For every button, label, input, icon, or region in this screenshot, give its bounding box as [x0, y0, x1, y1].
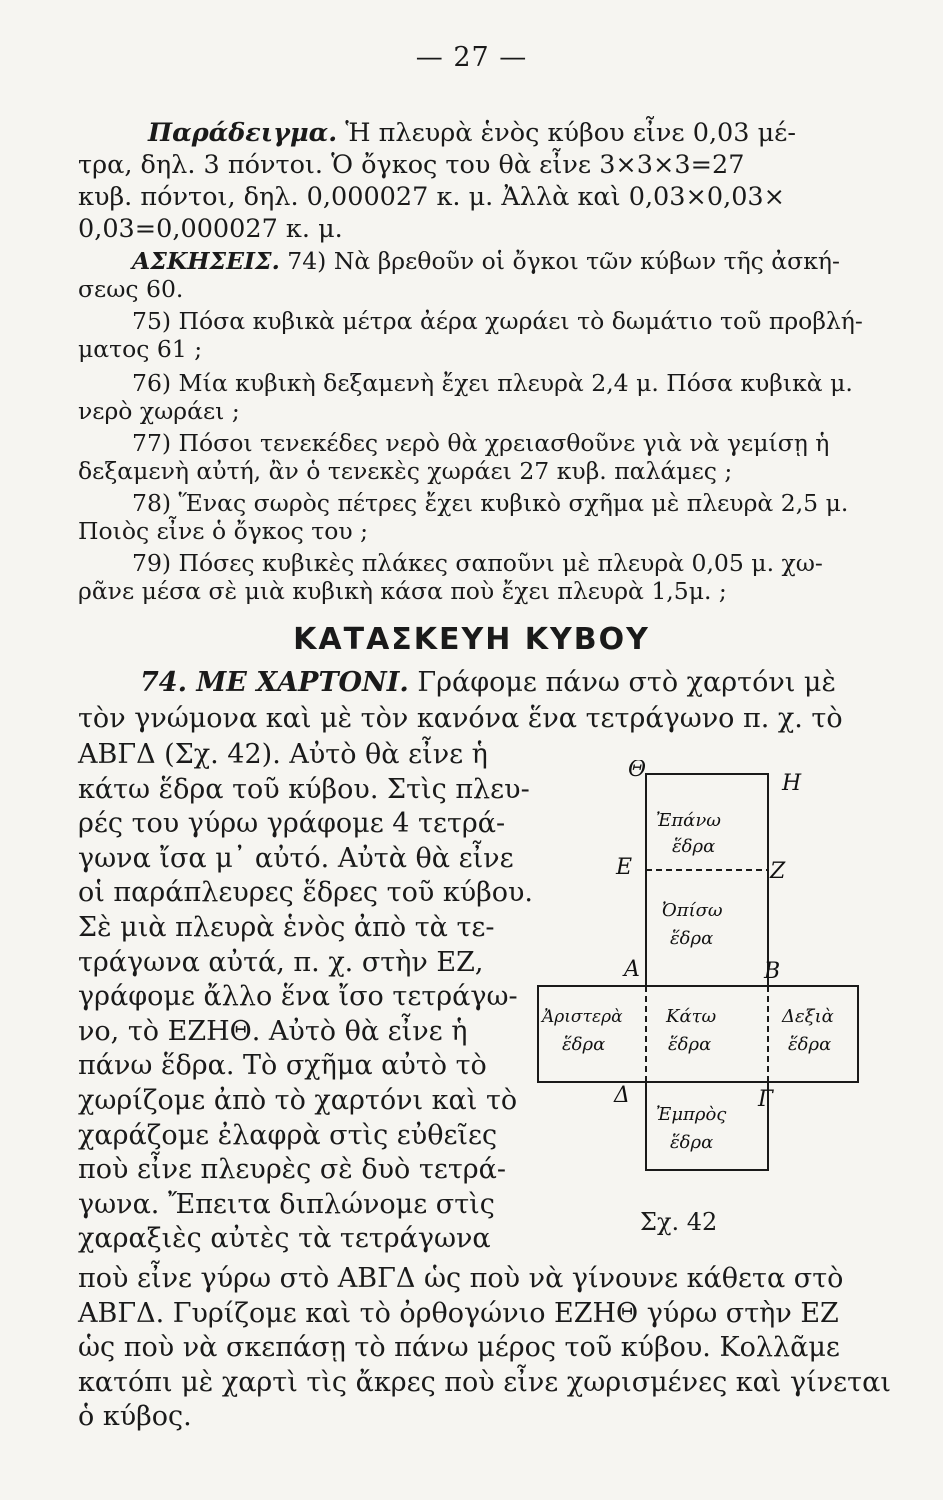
face-right-label-2: ἕδρα [788, 1034, 832, 1055]
section-narrow-line: χαραξιὲς αὐτὲς τὰ τετράγωνα [78, 1223, 491, 1255]
section-bottom-line: ΑΒΓΔ. Γυρίζομε καὶ τὸ ὀρθογώνιο ΕΖΗΘ γύρω στὴν ΕΖ [78, 1297, 839, 1329]
section-first-line: 74. ΜΕ ΧΑΡΤΟΝΙ. Γράφομε πάνω στὸ χαρτόνι μὲ [140, 667, 836, 698]
top-back-column-outline [646, 774, 768, 986]
page-number: — 27 — [415, 42, 528, 73]
vertex-beta: Β [764, 959, 781, 984]
section-narrow-line: οἱ παράπλευρες ἕδρες τοῦ κύβου. [78, 877, 533, 909]
example-line-2: τρα, δηλ. 3 πόντοι. Ὁ ὄγκος του θὰ εἶνε 3×3×3=27 [78, 150, 745, 180]
section-title: ΚΑΤΑΣΚΕΥΗ ΚΥΒΟΥ [293, 622, 650, 657]
vertex-eta: Η [782, 771, 802, 796]
section-bottom-line: ὁ κύβος. [78, 1401, 192, 1433]
exercise-79-cont: ρᾶνε μέσα σὲ μιὰ κυβικὴ κάσα ποὺ ἔχει πλευρὰ 1,5μ. ; [78, 577, 727, 605]
section-narrow-line: τράγωνα αὐτά, π. χ. στὴν ΕΖ, [78, 946, 484, 978]
exercise-74: ΑΣΚΗΣΕΙΣ. 74) Νὰ βρεθοῦν οἱ ὄγκοι τῶν κύβων τῆς ἀσκή- [132, 247, 840, 275]
figure-caption: Σχ. 42 [640, 1208, 718, 1236]
example-line-3: κυβ. πόντοι, δηλ. 0,000027 κ. μ. Ἀλλὰ καὶ 0,03×0,03× [78, 182, 786, 212]
exercise-76-cont: νερὸ χωράει ; [78, 397, 240, 425]
face-left-label-1: Ἀριστερὰ [542, 1007, 623, 1027]
face-front-label-2: ἕδρα [670, 1132, 714, 1153]
cube-net-figure [520, 760, 870, 1240]
vertex-gamma: Γ [758, 1087, 774, 1112]
vertex-epsilon: Ε [616, 855, 633, 880]
face-back-label-2: ἕδρα [670, 928, 714, 949]
exercise-74-cont: σεως 60. [78, 275, 184, 303]
face-front-label-1: Ἐμπρὸς [656, 1104, 727, 1125]
section-narrow-line: κάτω ἕδρα τοῦ κύβου. Στὶς πλευ- [78, 773, 530, 805]
exercise-77-cont: δεξαμενὴ αὐτή, ἂν ὁ τενεκὲς χωράει 27 κυβ. παλάμες ; [78, 457, 733, 485]
exercise-78: 78) Ἕνας σωρὸς πέτρες ἔχει κυβικὸ σχῆμα μὲ πλευρὰ 2,5 μ. [132, 489, 849, 517]
exercise-78-cont: Ποιὸς εἶνε ὁ ὄγκος του ; [78, 517, 369, 545]
exercise-75-cont: ματος 61 ; [78, 335, 203, 363]
exercise-79: 79) Πόσες κυβικὲς πλάκες σαποῦνι μὲ πλευρὰ 0,05 μ. χω- [132, 549, 823, 577]
section-narrow-line: γράφομε ἄλλο ἕνα ἴσο τετράγω- [78, 981, 518, 1013]
vertex-zeta: Ζ [770, 859, 786, 884]
section-bottom-line: ὡς ποὺ νὰ σκεπάσῃ τὸ πάνω μέρος τοῦ κύβου. Κολλᾶμε [78, 1332, 840, 1364]
example-line-4: 0,03=0,000027 κ. μ. [78, 214, 343, 244]
section-narrow-line: γωνα. Ἔπειτα διπλώνομε στὶς [78, 1188, 495, 1220]
section-bottom-line: κατόπι μὲ χαρτὶ τὶς ἄκρες ποὺ εἶνε χωρισμένες καὶ γίνεται [78, 1366, 891, 1398]
section-narrow-line: Σὲ μιὰ πλευρὰ ἑνὸς ἀπὸ τὰ τε- [78, 912, 495, 943]
face-bottom-label-2: ἕδρα [668, 1034, 712, 1055]
exercises-label: ΑΣΚΗΣΕΙΣ. [132, 247, 280, 275]
face-top-label-1: Ἐπάνω [656, 810, 721, 831]
face-right-label-1: Δεξιὰ [782, 1006, 834, 1027]
section-narrow-line: ρές του γύρω γράφομε 4 τετρά- [78, 808, 506, 840]
section-bottom-line: ποὺ εἶνε γύρω στὸ ΑΒΓΔ ὡς ποὺ νὰ γίνουνε κάθετα στὸ [78, 1263, 844, 1294]
section-narrow-line: νο, τὸ ΕΖΗΘ. Αὐτὸ θὰ εἶνε ἡ [78, 1015, 468, 1047]
example-label: Παράδειγμα. [148, 118, 338, 148]
section-narrow-line: χαράζομε ἐλαφρὰ στὶς εὐθεῖες [78, 1119, 498, 1151]
face-bottom-label-1: Κάτω [666, 1006, 717, 1027]
exercise-77: 77) Πόσοι τενεκέδες νερὸ θὰ χρειασθοῦνε γιὰ νὰ γεμίσῃ ἡ [132, 429, 830, 457]
exercise-76: 76) Μία κυβικὴ δεξαμενὴ ἔχει πλευρὰ 2,4 μ. Πόσα κυβικὰ μ. [132, 369, 853, 397]
vertex-delta: Δ [614, 1083, 630, 1108]
vertex-alpha: Α [624, 957, 640, 982]
section-label: 74. ΜΕ ΧΑΡΤΟΝΙ. [140, 667, 409, 698]
vertex-theta: Θ [628, 760, 647, 782]
section-narrow-line: γωνα ἴσα μ᾽ αὐτό. Αὐτὰ θὰ εἶνε [78, 842, 514, 874]
front-face-outline [646, 1082, 768, 1170]
face-top-label-2: ἕδρα [672, 836, 716, 857]
section-full-line-top: τὸν γνώμονα καὶ μὲ τὸν κανόνα ἕνα τετράγωνο π. χ. τὸ [78, 703, 843, 734]
section-narrow-line: πάνω ἕδρα. Τὸ σχῆμα αὐτὸ τὸ [78, 1050, 487, 1082]
exercise-75: 75) Πόσα κυβικὰ μέτρα ἀέρα χωράει τὸ δωμάτιο τοῦ προβλή- [132, 307, 863, 335]
example-line-1: Παράδειγμα. Ἡ πλευρὰ ἑνὸς κύβου εἶνε 0,03 μέ- [148, 118, 796, 148]
face-back-label-1: Ὀπίσω [662, 900, 723, 921]
face-left-label-2: ἕδρα [562, 1034, 606, 1055]
section-narrow-line: χωρίζομε ἀπὸ τὸ χαρτόνι καὶ τὸ [78, 1085, 518, 1116]
section-narrow-line: ποὺ εἶνε πλευρὲς σὲ δυὸ τετρά- [78, 1154, 506, 1186]
section-narrow-line: ΑΒΓΔ (Σχ. 42). Αὐτὸ θὰ εἶνε ἡ [78, 739, 488, 770]
